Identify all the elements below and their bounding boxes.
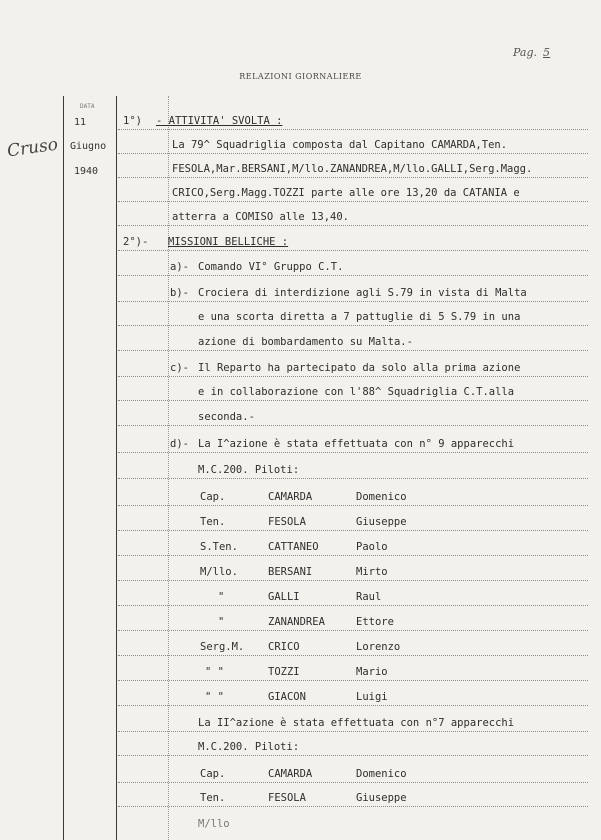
page-number-value: 5 <box>543 46 551 59</box>
ruled-line <box>118 250 588 251</box>
pilot-name: Domenico <box>356 491 407 503</box>
date-label: DATA <box>80 103 95 110</box>
ruled-line <box>118 350 588 351</box>
ruled-line <box>118 782 588 783</box>
ruled-line <box>118 201 588 202</box>
ruled-line <box>118 806 588 807</box>
pilot-surname: ZANANDREA <box>268 616 325 628</box>
action2-line: M.C.200. Piloti: <box>198 741 300 753</box>
pilot-name: Mario <box>356 666 388 678</box>
ruled-line <box>118 731 588 732</box>
ruled-line <box>118 325 588 326</box>
item-d-line: M.C.200. Piloti: <box>198 464 300 476</box>
pilot-rank: Ten. <box>200 792 226 804</box>
ruled-line <box>118 605 588 606</box>
item-b-line: Crociera di interdizione agli S.79 in vista di Malta <box>198 287 527 299</box>
footer-fragment: M/llo <box>198 818 230 830</box>
section1-line: FESOLA,Mar.BERSANI,M/llo.ZANANDREA,M/llo.GALLI,Serg.Magg. <box>172 163 533 175</box>
pilot-rank: Cap. <box>200 768 226 780</box>
pilot-rank: Serg.M. <box>200 641 245 653</box>
ruled-line <box>118 630 588 631</box>
pilot-rank: M/llo. <box>200 566 238 578</box>
item-a-line: Comando VI° Gruppo C.T. <box>198 261 344 273</box>
ruled-line <box>118 452 588 453</box>
item-c-line: seconda.- <box>198 411 255 423</box>
pilot-name: Mirto <box>356 566 388 578</box>
pilot-surname: GIACON <box>268 691 306 703</box>
pilot-surname: CRICO <box>268 641 300 653</box>
ruled-line <box>118 478 588 479</box>
section1-title: - ATTIVITA' SVOLTA : <box>156 115 283 127</box>
pilot-surname: FESOLA <box>268 516 306 528</box>
pilot-name: Ettore <box>356 616 394 628</box>
date-year: 1940 <box>74 166 99 177</box>
ruled-line <box>118 705 588 706</box>
date-column-line <box>116 96 117 840</box>
page-header: RELAZIONI GIORNALIERE <box>239 72 362 81</box>
date-month: Giugno <box>70 141 107 152</box>
margin-handwritten-note: Cruso <box>5 134 60 162</box>
pilot-name: Domenico <box>356 768 407 780</box>
page-number <box>513 46 550 59</box>
ruled-line <box>118 275 588 276</box>
pilot-rank: " <box>218 616 225 628</box>
section1-number: 1°) <box>123 115 142 127</box>
left-border-line <box>63 96 64 840</box>
pilot-surname: BERSANI <box>268 566 313 578</box>
ruled-line <box>118 177 588 178</box>
pilot-name: Paolo <box>356 541 388 553</box>
item-b-mark: b)- <box>170 287 189 299</box>
ruled-line <box>118 755 588 756</box>
margin-line <box>168 96 170 840</box>
item-d-mark: d)- <box>170 438 189 450</box>
ruled-line <box>118 301 588 302</box>
pilot-rank: Ten. <box>200 516 226 528</box>
pilot-name: Lorenzo <box>356 641 401 653</box>
item-c-mark: c)- <box>170 362 189 374</box>
date-day: 11 <box>74 117 87 128</box>
section1-line: atterra a COMISO alle 13,40. <box>172 211 350 223</box>
ruled-line <box>118 425 588 426</box>
item-c-line: e in collaborazione con l'88^ Squadriglia C.T.alla <box>198 386 515 398</box>
action2-line: La II^azione è stata effettuata con n°7 apparecchi <box>198 717 515 729</box>
ruled-line <box>118 530 588 531</box>
pilot-rank: Cap. <box>200 491 226 503</box>
pilot-name: Giuseppe <box>356 516 407 528</box>
item-b-line: azione di bombardamento su Malta.- <box>198 336 413 348</box>
ruled-line <box>118 680 588 681</box>
ruled-line <box>118 555 588 556</box>
pilot-surname: CAMARDA <box>268 491 313 503</box>
ruled-line <box>118 129 588 130</box>
section1-line: La 79^ Squadriglia composta dal Capitano CAMARDA,Ten. <box>172 139 508 151</box>
ruled-line <box>118 400 588 401</box>
section2-title: MISSIONI BELLICHE : <box>168 236 289 248</box>
pilot-name: Luigi <box>356 691 388 703</box>
pilot-surname: TOZZI <box>268 666 300 678</box>
ruled-line <box>118 505 588 506</box>
pilot-name: Raul <box>356 591 382 603</box>
pilot-surname: FESOLA <box>268 792 306 804</box>
ruled-line <box>118 376 588 377</box>
item-c-line: Il Reparto ha partecipato da solo alla prima azione <box>198 362 521 374</box>
ruled-line <box>118 225 588 226</box>
page-number-label: Pag. <box>513 46 538 59</box>
ruled-line <box>118 153 588 154</box>
pilot-rank: " " <box>205 666 224 678</box>
pilot-surname: CATTANEO <box>268 541 319 553</box>
pilot-rank: " " <box>205 691 224 703</box>
pilot-surname: GALLI <box>268 591 300 603</box>
pilot-rank: S.Ten. <box>200 541 238 553</box>
pilot-surname: CAMARDA <box>268 768 313 780</box>
section2-number: 2°)- <box>123 236 149 248</box>
pilot-name: Giuseppe <box>356 792 407 804</box>
item-a-mark: a)- <box>170 261 189 273</box>
pilot-rank: " <box>218 591 225 603</box>
item-b-line: e una scorta diretta a 7 pattuglie di 5 S.79 in una <box>198 311 521 323</box>
item-d-line: La I^azione è stata effettuata con n° 9 apparecchi <box>198 438 515 450</box>
ruled-line <box>118 580 588 581</box>
ruled-line <box>118 655 588 656</box>
section1-line: CRICO,Serg.Magg.TOZZI parte alle ore 13,20 da CATANIA e <box>172 187 520 199</box>
